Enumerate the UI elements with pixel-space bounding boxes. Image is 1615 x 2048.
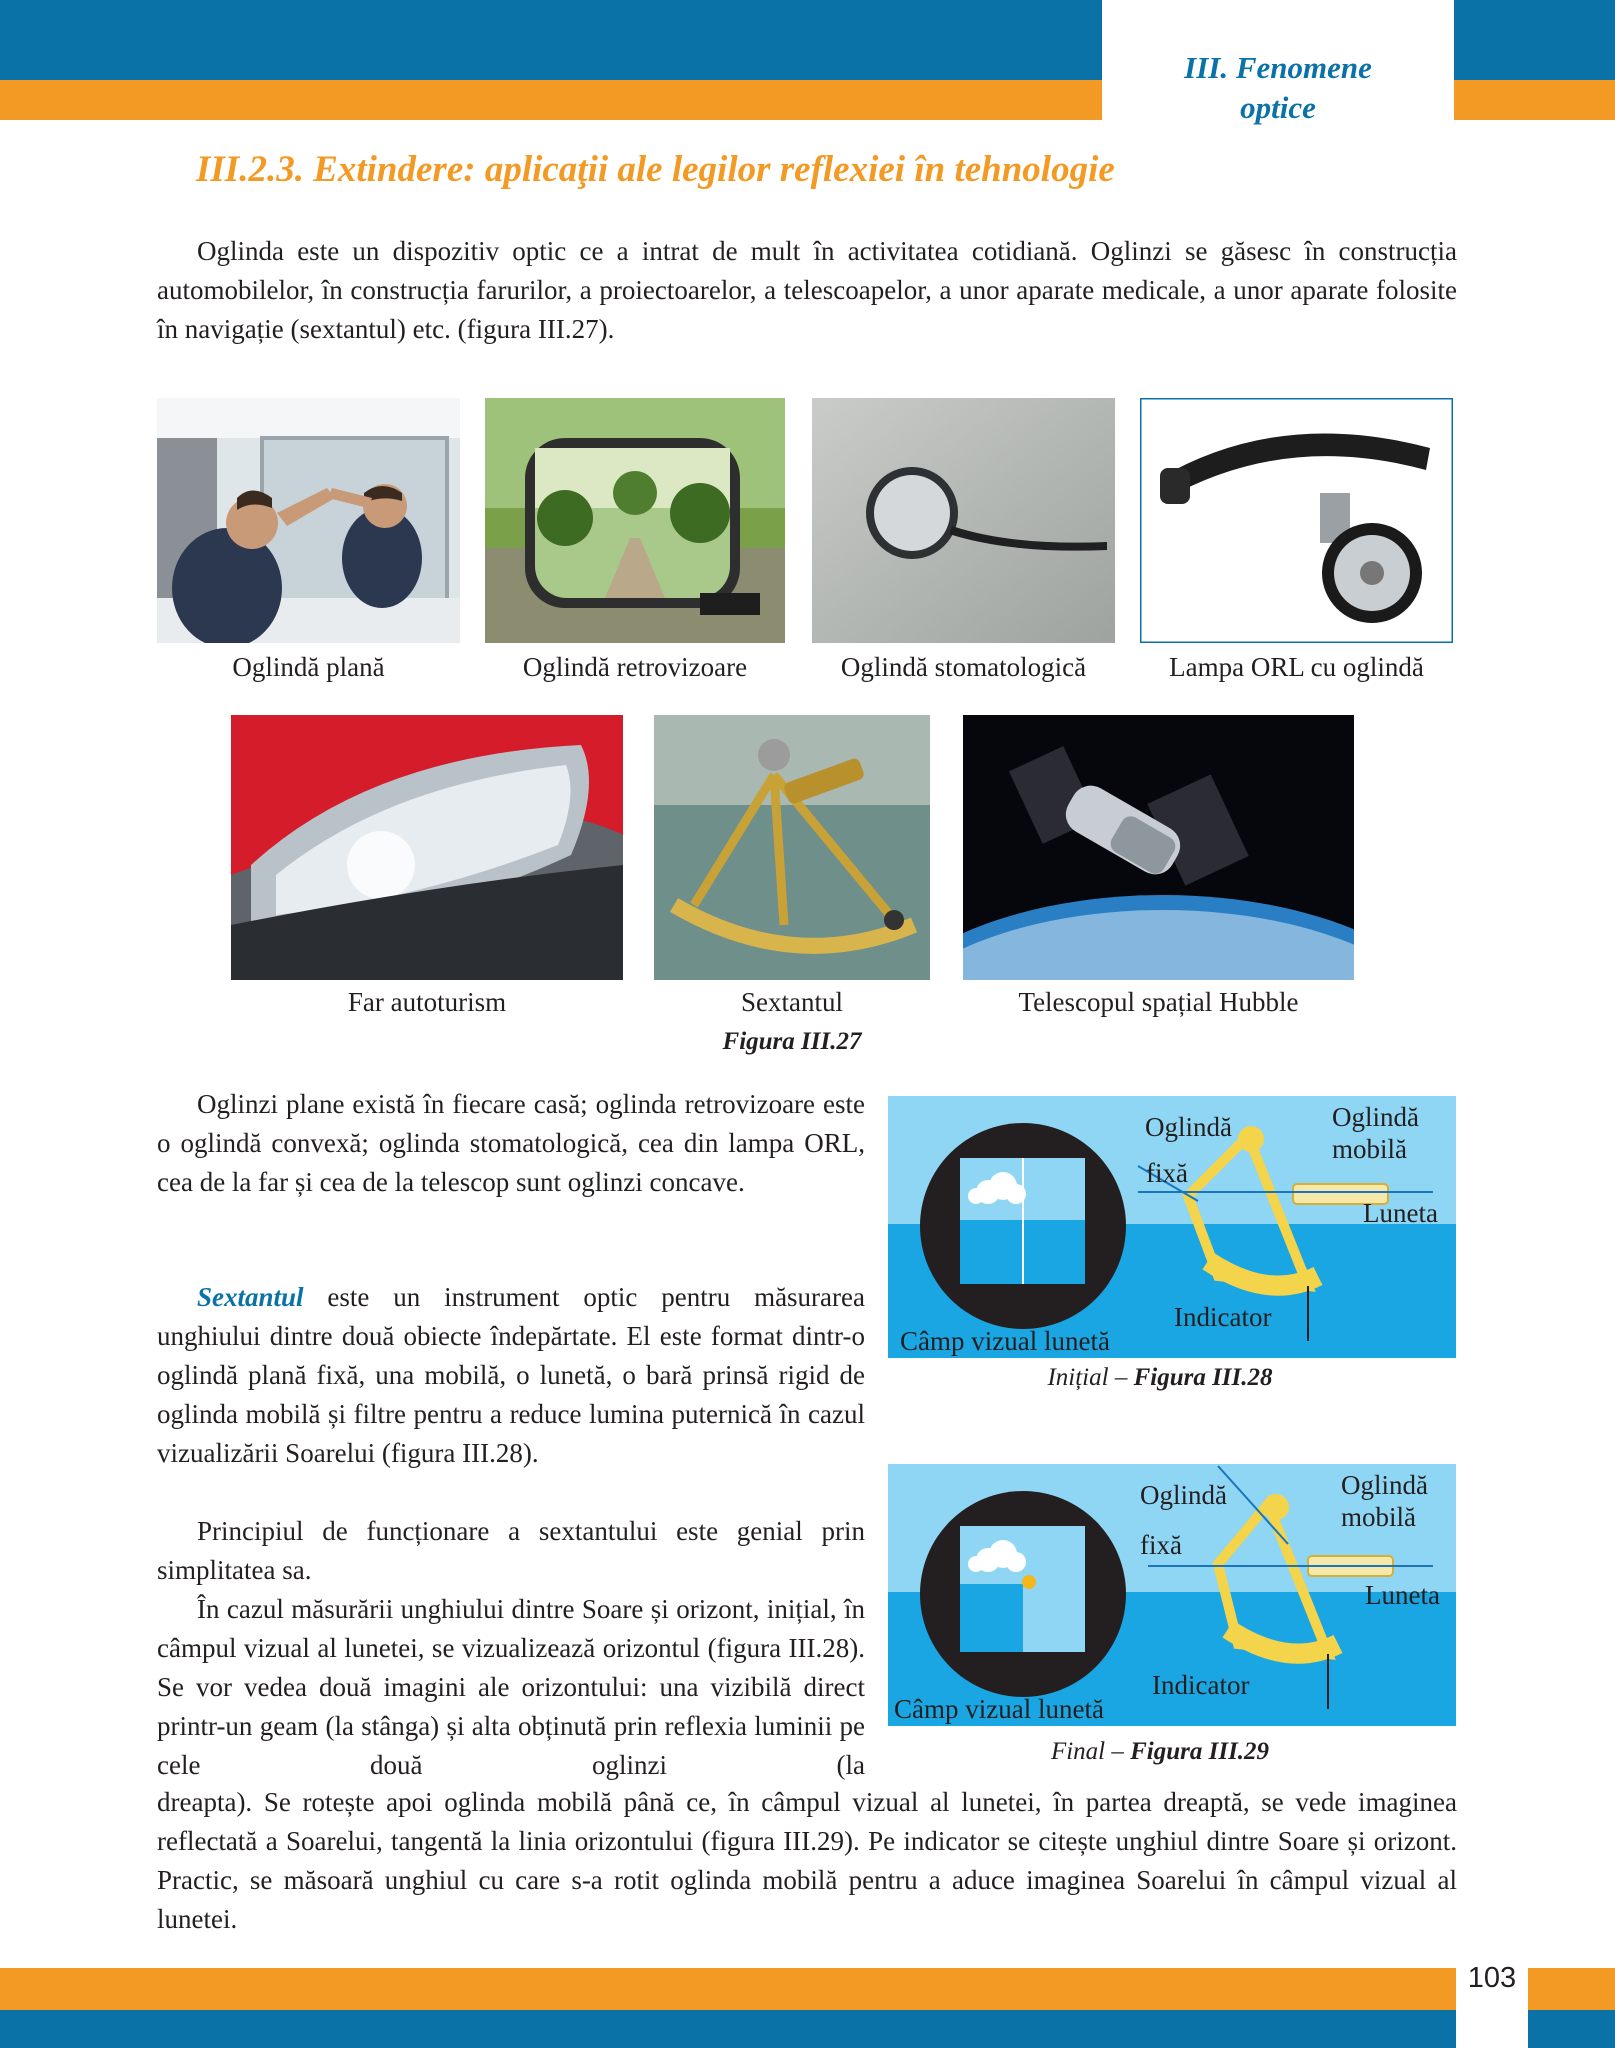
- mirrors-paragraph: Oglinzi plane există în fiecare casă; oglinda retrovizoare este o oglindă convexă; oglinda stomatologică, cea din lampa ORL, cea de la far și cea de la telescop sunt oglinzi concave.: [157, 1089, 865, 1197]
- figure-29-caption: [960, 1738, 1360, 1766]
- measurement-paragraph-end: dreapta). Se rotește apoi oglinda mobilă până ce, în câmpul vizual al lunetei, în partea dreaptă, se vede imaginea reflectată a Soarelui, tangentă la linia orizontului (figura III.29). Pe indicator se citește unghiul dintre Soare și orizont. Practic, se măsoară unghiul cu care s-a rotit oglinda mobilă pentru a aduce imaginea Soarelui în câmpul vizual al lunetei.: [157, 1787, 1457, 1934]
- sextant-definition: este un instrument optic pentru măsurarea unghiului dintre două obiecte îndepărtate. El este format dintr-o oglindă plană fixă, una mobilă, o lunetă, o bară prinsă rigid de oglinda mobilă și filtre pentru a reduce lumina puternică în cazul vizualizării Soarelui (figura III.28).: [157, 1282, 865, 1468]
- figure-28-caption-prefix: Inițial –: [1047, 1364, 1134, 1391]
- label-indicator: Indicator: [1174, 1302, 1272, 1332]
- photo-hubble-telescope: [963, 715, 1354, 980]
- label-scope: Luneta: [1363, 1198, 1438, 1228]
- section-title: III.2.3. Extindere: aplicaţii ale legilor reflexiei în tehnologie: [196, 149, 1115, 190]
- label-scope: Luneta: [1365, 1580, 1440, 1610]
- figure-29-caption-prefix: Final –: [1050, 1738, 1131, 1765]
- label-field-of-view: Câmp vizual lunetă: [900, 1326, 1110, 1356]
- figure-29-diagram: [888, 1464, 1456, 1726]
- photo-sextant: [654, 715, 930, 980]
- principle-paragraph: Principiul de funcționare a sextantului este genial prin simplitatea sa.: [157, 1516, 865, 1585]
- caption-plane-mirror: Oglindă plană: [232, 652, 385, 682]
- caption-hubble-telescope: Telescopul spațial Hubble: [1018, 987, 1299, 1017]
- label-mobile-mirror-1: Oglindă: [1341, 1470, 1428, 1500]
- figure-27-label: Figura III.27: [722, 1028, 862, 1055]
- photo-dental-mirror: [812, 398, 1115, 643]
- footer-blue-bar: [0, 2010, 1615, 2048]
- chapter-title-line2: optice: [1240, 90, 1316, 125]
- caption-sextant: Sextantul: [741, 987, 843, 1017]
- chapter-title-line1: III. Fenomene: [1184, 50, 1372, 85]
- label-fixed-mirror-2: fixă: [1146, 1158, 1188, 1188]
- figure-28-label: Figura III.28: [1133, 1364, 1273, 1391]
- photo-ent-lamp: [1140, 398, 1453, 643]
- caption-dental-mirror: Oglindă stomatologică: [840, 652, 1087, 682]
- figure-28-caption: [960, 1364, 1360, 1392]
- label-indicator: Indicator: [1152, 1670, 1250, 1700]
- caption-ent-lamp: Lampa ORL cu oglindă: [1169, 652, 1424, 682]
- caption-rearview-mirror: Oglindă retrovizoare: [522, 652, 748, 682]
- figure-29-label: Figura III.29: [1130, 1738, 1270, 1765]
- sextant-paragraph: [157, 1278, 865, 1473]
- label-field-of-view: Câmp vizual lunetă: [894, 1694, 1104, 1724]
- figure-28-diagram: [888, 1096, 1456, 1358]
- intro-paragraph: Oglinda este un dispozitiv optic ce a intrat de mult în activitatea cotidiană. Oglinzi se găsesc în construcția automobilelor, în construcția farurilor, a proiectoarelor, a telescoapelor, a unor aparate medicale, a unor aparate folosite în navigație (sextantul) etc. (figura III.27).: [157, 236, 1457, 344]
- sun-icon: [1022, 1575, 1036, 1589]
- photo-plane-mirror: [157, 398, 460, 643]
- chapter-title: [1102, 48, 1454, 128]
- photo-rearview-mirror: [485, 398, 785, 643]
- caption-car-headlight: Far autoturism: [347, 987, 507, 1017]
- label-mobile-mirror-2: mobilă: [1341, 1502, 1416, 1532]
- label-mobile-mirror-1: Oglindă: [1332, 1102, 1419, 1132]
- sextant-term: Sextantul: [197, 1282, 304, 1312]
- footer-orange-bar: [0, 1968, 1615, 2010]
- label-fixed-mirror-2: fixă: [1140, 1530, 1182, 1560]
- page-number: 103: [1467, 1962, 1517, 1994]
- measurement-paragraph-start: În cazul măsurării unghiului dintre Soare și orizont, inițial, în câmpul vizual al lunetei, se vizualizează orizontul (figura III.28). Se vor vedea două imagini ale orizontului: una vizibilă direct printr-un geam (la stânga) și alta obținută prin reflexia luminii pe cele două oglinzi (la: [157, 1594, 865, 1780]
- label-fixed-mirror-1: Oglindă: [1145, 1112, 1232, 1142]
- label-mobile-mirror-2: mobilă: [1332, 1134, 1407, 1164]
- label-fixed-mirror-1: Oglindă: [1140, 1480, 1227, 1510]
- photo-car-headlight: [231, 715, 623, 980]
